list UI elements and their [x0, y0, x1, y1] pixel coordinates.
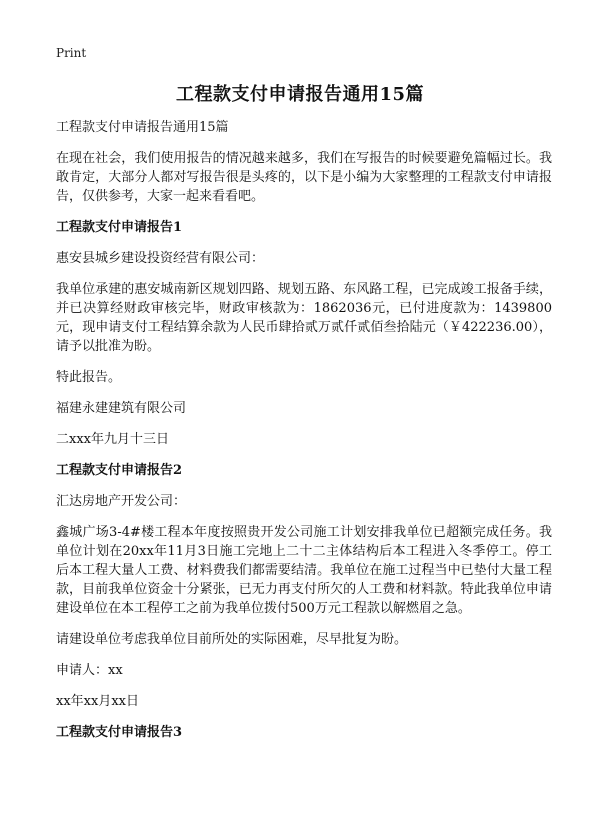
intro-paragraph: 在现在社会，我们使用报告的情况越来越多，我们在写报告的时候要避免篇幅过长。我敢肯定，大部分人都对写报告很是头疼的，以下是小编为大家整理的工程款支付申请报告，仅供参考，大家一起来看看吧。: [56, 151, 552, 204]
report-body: 我单位承建的惠安城南新区规划四路、规划五路、东风路工程，已完成竣工报备手续，并已决算经财政审核完毕，财政审核款为：1862036元，已付进度款为：1439800元，现申请支付工程结算余款为人民币肆拾贰万贰仟贰佰叁拾陆元（￥422236.00），请予以批准为盼。: [56, 282, 552, 354]
report-recipient: 惠安县城乡建设投资经营有限公司：: [56, 251, 265, 266]
report-heading: 工程款支付申请报告1: [56, 220, 183, 235]
document-subtitle: 工程款支付申请报告通用15篇: [56, 120, 229, 135]
report-request: 请建设单位考虑我单位目前所处的实际困难，尽早批复为盼。: [56, 632, 408, 647]
document-body: [56, 118, 552, 754]
report-heading: 工程款支付申请报告2: [56, 463, 183, 478]
report-closing: 特此报告。: [56, 370, 122, 385]
report-signer: 福建永建建筑有限公司: [56, 401, 187, 416]
page-title: 工程款支付申请报告通用15篇: [175, 84, 425, 105]
report-recipient: 汇达房地产开发公司：: [56, 494, 187, 509]
report-date: 二xxx年九月十三日: [56, 432, 169, 447]
report-heading: 工程款支付申请报告3: [56, 725, 183, 740]
report-applicant: 申请人：xx: [56, 663, 123, 678]
print-link[interactable]: Print: [56, 46, 87, 60]
report-body: 鑫城广场3-4#楼工程本年度按照贵开发公司施工计划安排我单位已超额完成任务。我单位计划在20xx年11月3日施工完地上二十二主体结构后本工程进入冬季停工。停工后本工程大量人工费、材料费我们都需要结清。我单位在施工过程当中已垫付大量工程款，目前我单位资金十分紧张，已无力再支付所欠的人工费和材料款。特此我单位申请建设单位在本工程停工之前为我单位拨付500万元工程款以解燃眉之急。: [56, 525, 552, 616]
report-date: xx年xx月xx日: [56, 694, 139, 709]
